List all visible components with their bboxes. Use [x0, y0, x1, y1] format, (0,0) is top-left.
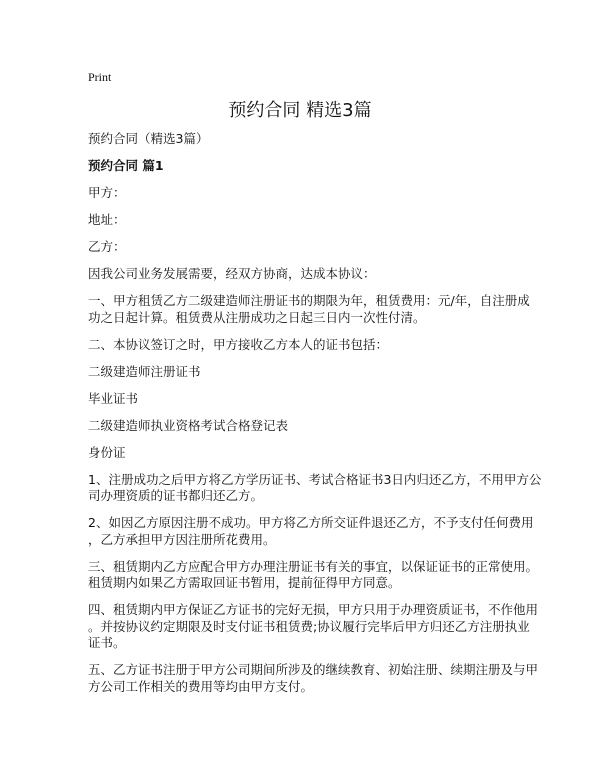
section-heading — [88, 158, 528, 175]
paragraph-line: 一、甲方租赁乙方二级建造师注册证书的期限为年，租赁费用：元/年，自注册成 — [88, 293, 530, 308]
paragraph — [88, 266, 528, 283]
paragraph-line: 证书。 — [88, 635, 126, 650]
paragraph-line: 三、租赁期内乙方应配合甲方办理注册证书有关的事宜，以保证证书的正常使用。 — [88, 558, 539, 574]
paragraph-line: 二级建造师注册证书 — [88, 363, 201, 379]
paragraph-line: 1、注册成功之后甲方将乙方学历证书、考试合格证书3日内归还乙方，不用甲方公 — [88, 471, 542, 487]
paragraph — [88, 471, 542, 505]
paragraph-line: 甲方： — [88, 185, 126, 200]
paragraph-line: 地址： — [88, 212, 126, 227]
paragraph-line: 预约合同（精选3篇） — [88, 131, 209, 146]
paragraph — [88, 364, 528, 381]
paragraph-line: 租赁期内如果乙方需取回证书暂用，提前征得甲方同意。 — [88, 575, 401, 590]
paragraph — [88, 515, 534, 548]
paragraph-line: 因我公司业务发展需要，经双方协商，达成本协议： — [88, 266, 376, 281]
paragraph-line: 方公司工作相关的费用等均由甲方支付。 — [88, 678, 314, 694]
paragraph — [88, 445, 528, 462]
paragraph — [88, 602, 539, 652]
paragraph-line: 司办理资质的证书都归还乙方。 — [88, 488, 264, 503]
paragraph — [88, 662, 539, 695]
document-title: 预约合同 精选3篇 — [228, 100, 372, 121]
paragraph — [88, 239, 528, 256]
paragraph-line: 功之日起计算。租赁费从注册成功之日起三日内一次性付清。 — [88, 309, 426, 325]
paragraph — [88, 185, 528, 202]
paragraph-line: ，乙方承担甲方因注册所花费用。 — [88, 531, 276, 547]
paragraph — [88, 337, 528, 354]
paragraph-line: 乙方： — [88, 239, 126, 254]
paragraph-line: 身份证 — [88, 444, 126, 460]
paragraph-line: 毕业证书 — [88, 390, 139, 406]
paragraph-line: 。并按协议约定期限及时支付证书租赁费;协议履行完毕后甲方归还乙方注册执业 — [88, 618, 530, 634]
paragraph-line: 四、租赁期内甲方保证乙方证书的完好无损，甲方只用于办理资质证书，不作他用 — [88, 602, 539, 617]
paragraph — [88, 293, 528, 326]
paragraph — [88, 418, 528, 435]
paragraph-line: 二级建造师执业资格考试合格登记表 — [88, 417, 289, 433]
paragraph-line: 五、乙方证书注册于甲方公司期间所涉及的继续教育、初始注册、续期注册及与甲 — [88, 662, 539, 677]
paragraph-line: 预约合同 篇1 — [88, 158, 164, 173]
paragraph — [88, 212, 528, 229]
print-link[interactable]: Print — [88, 70, 112, 84]
paragraph — [88, 391, 528, 408]
paragraph — [88, 131, 528, 148]
paragraph-line: 2、如因乙方原因注册不成功。甲方将乙方所交证件退还乙方，不予支付任何费用 — [88, 515, 534, 530]
paragraph-line: 二、本协议签订之时，甲方接收乙方本人的证书包括： — [88, 336, 389, 352]
document-body — [88, 131, 542, 706]
paragraph — [88, 558, 539, 592]
